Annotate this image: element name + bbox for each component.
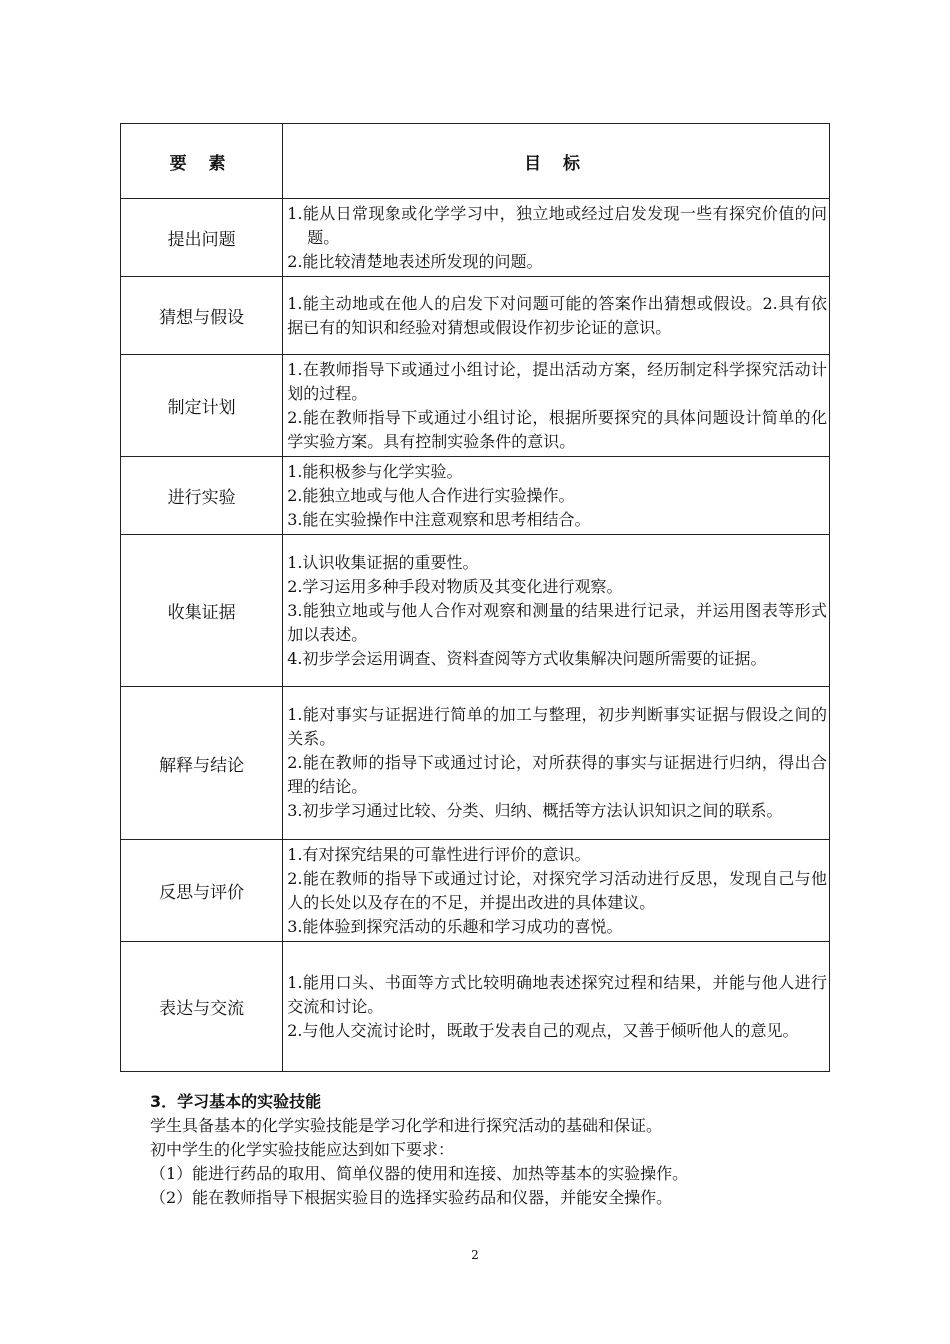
section-title: 3．学习基本的实验技能 [150,1092,322,1111]
goal-item: 2.学习运用多种手段对物质及其变化进行观察。 [287,576,623,596]
header-element: 要 素 [121,124,283,199]
goal-item: 2.与他人交流讨论时，既敢于发表自己的观点，又善于倾听他人的意见。 [287,1020,799,1040]
header-goal: 目 标 [283,124,830,199]
table-row [121,277,830,355]
goal-cell [283,355,830,457]
goal-cell [283,687,830,840]
goal-cell [283,199,830,277]
element-cell: 制定计划 [121,355,283,457]
goal-item: 1.能积极参与化学实验。 [287,461,463,481]
paragraph: 初中学生的化学实验技能应达到如下要求： [150,1140,455,1159]
requirement-item: （2）能在教师指导下根据实验目的选择实验药品和仪器，并能安全操作。 [150,1188,673,1207]
goal-item: 3.能在实验操作中注意观察和思考相结合。 [287,509,591,529]
goal-item: 1.能主动地或在他人的启发下对问题可能的答案作出猜想或假设。2.具有依据已有的知识和经验对猜想或假设作初步论证的意识。 [287,293,827,337]
table-row [121,942,830,1072]
element-cell: 反思与评价 [121,840,283,942]
goal-item: 2.能独立地或与他人合作进行实验操作。 [287,485,575,505]
goal-cell [283,535,830,687]
page-number: 2 [471,1248,479,1262]
paragraph: 学生具备基本的化学实验技能是学习化学和进行探究活动的基础和保证。 [150,1116,663,1135]
requirement-item: （1）能进行药品的取用、简单仪器的使用和连接、加热等基本的实验操作。 [150,1164,689,1183]
goal-cell [283,942,830,1072]
table-row [121,840,830,942]
section-experiment-skills [150,1090,850,1210]
goal-item: 3.初步学习通过比较、分类、归纳、概括等方法认识知识之间的联系。 [287,801,783,820]
goal-item: 1.认识收集证据的重要性。 [287,552,479,572]
goal-item: 1.有对探究结果的可靠性进行评价的意识。 [287,844,591,864]
goal-item: 3.能体验到探究活动的乐趣和学习成功的喜悦。 [287,916,623,936]
element-cell: 提出问题 [121,199,283,277]
table-row [121,457,830,535]
table-header-row [121,124,830,199]
goal-item: 3.能独立地或与他人合作对观察和测量的结果进行记录，并运用图表等形式加以表述。 [287,600,827,644]
goal-item: 4.初步学会运用调查、资料查阅等方式收集解决问题所需要的证据。 [287,648,767,668]
element-cell: 解释与结论 [121,687,283,840]
goal-item: 2.能在教师指导下或通过小组讨论，根据所要探究的具体问题设计简单的化学实验方案。具有控制实验条件的意识。 [287,407,827,451]
table-row [121,199,830,277]
element-cell: 进行实验 [121,457,283,535]
table-row [121,355,830,457]
element-cell: 猜想与假设 [121,277,283,355]
goal-cell [283,277,830,355]
table-row [121,535,830,687]
goal-item: 1.在教师指导下或通过小组讨论，提出活动方案，经历制定科学探究活动计划的过程。 [287,359,827,403]
goal-item: 2.能在教师的指导下或通过讨论，对探究学习活动进行反思，发现自己与他人的长处以及存在的不足，并提出改进的具体建议。 [287,868,827,912]
goal-item: 1.能用口头、书面等方式比较明确地表述探究过程和结果，并能与他人进行交流和讨论。 [287,972,827,1016]
elements-goals-table [120,123,830,1072]
goal-item: 1.能从日常现象或化学学习中，独立地或经过启发发现一些有探究价值的问题。 [287,203,827,247]
goal-item: 2.能在教师的指导下或通过讨论，对所获得的事实与证据进行归纳，得出合理的结论。 [287,753,827,796]
element-cell: 表达与交流 [121,942,283,1072]
goal-cell [283,457,830,535]
goal-item: 1.能对事实与证据进行简单的加工与整理，初步判断事实证据与假设之间的关系。 [287,705,827,748]
goal-cell [283,840,830,942]
table-row [121,687,830,840]
goal-item: 2.能比较清楚地表述所发现的问题。 [287,251,543,271]
element-cell: 收集证据 [121,535,283,687]
